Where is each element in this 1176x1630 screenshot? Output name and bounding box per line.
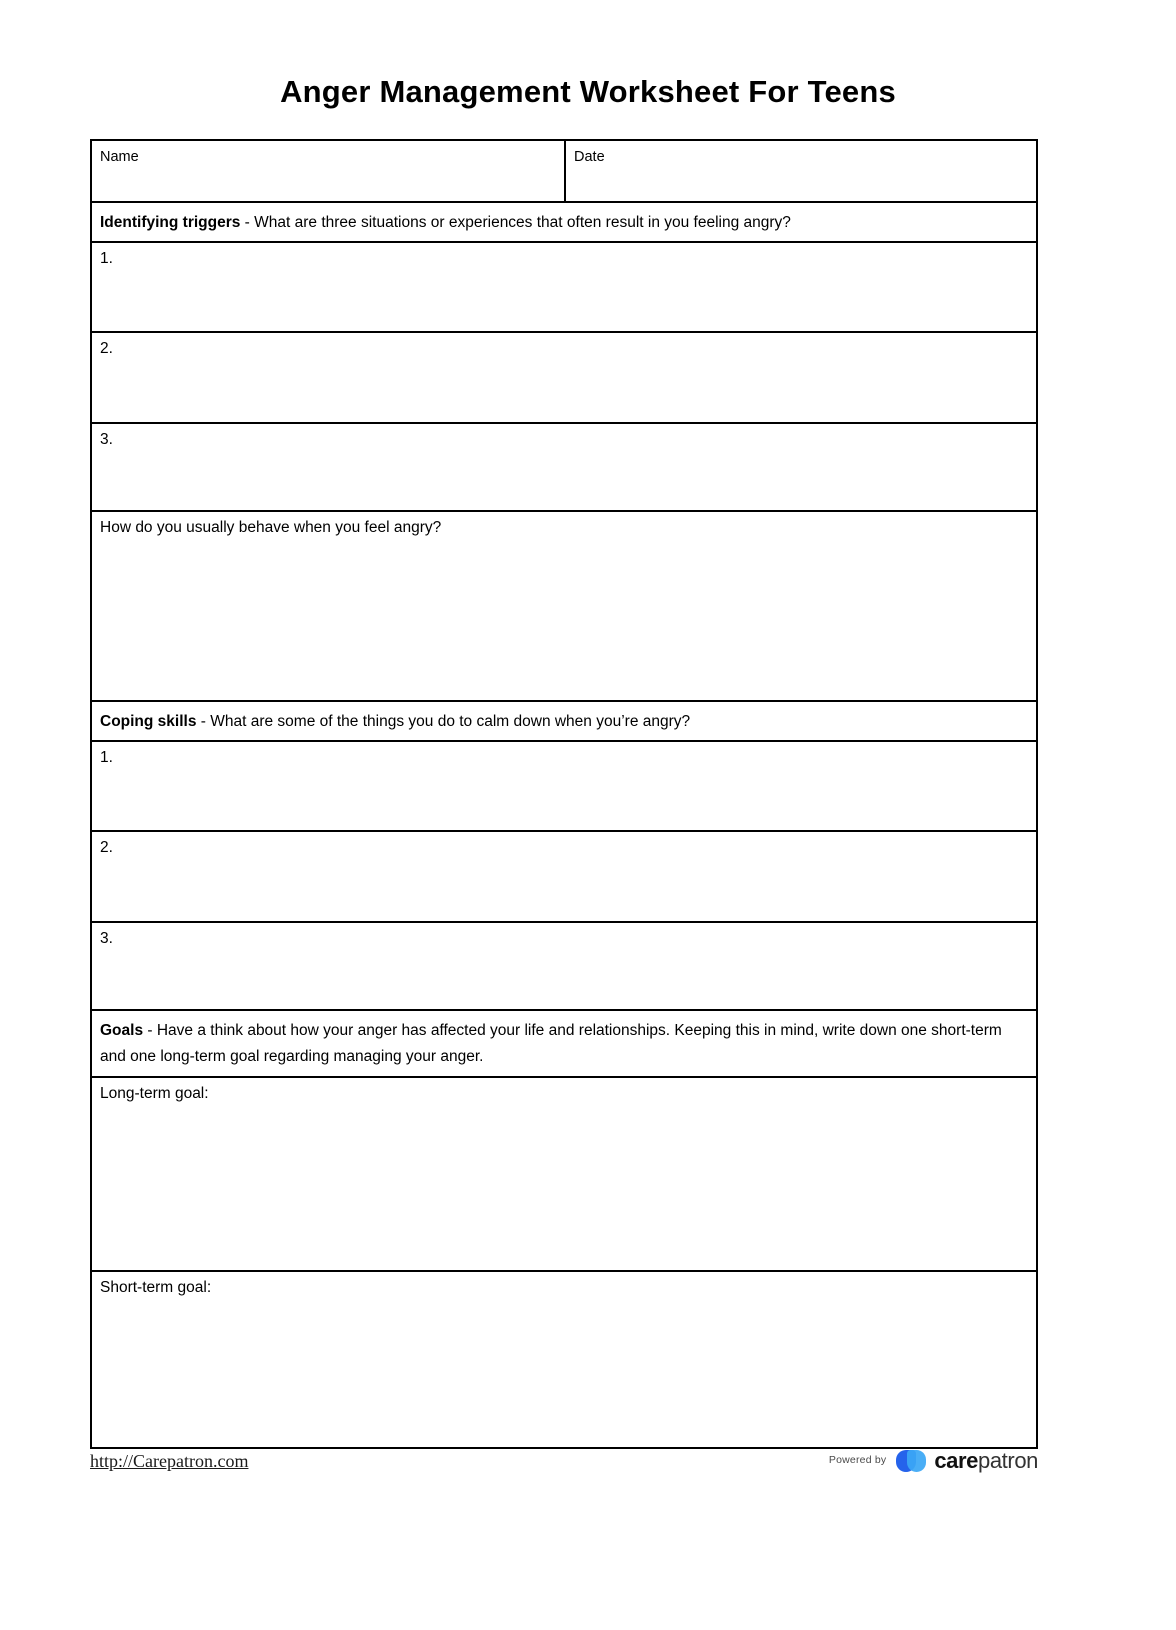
section-heading-rest: - What are three situations or experiences that often result in you feeling angry? xyxy=(240,214,791,231)
brand-lockup xyxy=(829,1448,1038,1474)
coping-item-3[interactable] xyxy=(92,923,1036,1011)
worksheet-table xyxy=(90,139,1038,1449)
brand-name-bold: care xyxy=(934,1448,979,1473)
trigger-item-3[interactable] xyxy=(92,424,1036,512)
section-heading-rest: - What are some of the things you do to calm down when you’re angry? xyxy=(196,713,691,731)
brand-name-light: patron xyxy=(978,1448,1038,1473)
name-label: Name xyxy=(100,149,139,165)
section-heading-identifying-triggers xyxy=(92,203,1036,243)
coping-item-2-label: 2. xyxy=(100,839,113,857)
footer xyxy=(90,1448,1038,1488)
trigger-item-2-label: 2. xyxy=(100,340,113,358)
carepatron-link[interactable]: http://Carepatron.com xyxy=(90,1451,249,1471)
date-label: Date xyxy=(574,149,605,165)
coping-item-2[interactable] xyxy=(92,832,1036,923)
short-term-goal-field[interactable] xyxy=(92,1272,1036,1447)
coping-item-1-label: 1. xyxy=(100,749,113,767)
section-heading-goals xyxy=(92,1011,1036,1078)
carepatron-wordmark xyxy=(934,1448,1038,1474)
name-field[interactable] xyxy=(92,141,566,201)
carepatron-logo-icon xyxy=(896,1449,926,1473)
powered-by-label: Powered by xyxy=(828,1454,887,1466)
behavior-response-field[interactable] xyxy=(92,512,1036,702)
long-term-goal-field[interactable] xyxy=(92,1078,1036,1272)
trigger-item-3-label: 3. xyxy=(100,431,113,449)
section-heading-coping-skills xyxy=(92,702,1036,742)
long-term-goal-label: Long-term goal: xyxy=(100,1085,209,1103)
trigger-item-1-label: 1. xyxy=(100,250,113,268)
behavior-question-label: How do you usually behave when you feel angry? xyxy=(100,519,442,537)
trigger-item-2[interactable] xyxy=(92,333,1036,424)
section-heading-rest: - Have a think about how your anger has affected your life and relationships. Keeping this in mind, write down one short-term and one long-term goal regarding managing your anger. xyxy=(100,1022,1002,1065)
section-heading-bold: Identifying triggers xyxy=(100,214,241,231)
page-title: Anger Management Worksheet For Teens xyxy=(280,74,896,109)
trigger-item-1[interactable] xyxy=(92,243,1036,333)
section-heading-bold: Coping skills xyxy=(100,713,197,731)
coping-item-1[interactable] xyxy=(92,742,1036,832)
section-heading-bold: Goals xyxy=(100,1022,144,1040)
name-date-row xyxy=(92,141,1036,203)
coping-item-3-label: 3. xyxy=(100,930,113,948)
short-term-goal-label: Short-term goal: xyxy=(100,1279,212,1297)
date-field[interactable] xyxy=(566,141,1036,201)
